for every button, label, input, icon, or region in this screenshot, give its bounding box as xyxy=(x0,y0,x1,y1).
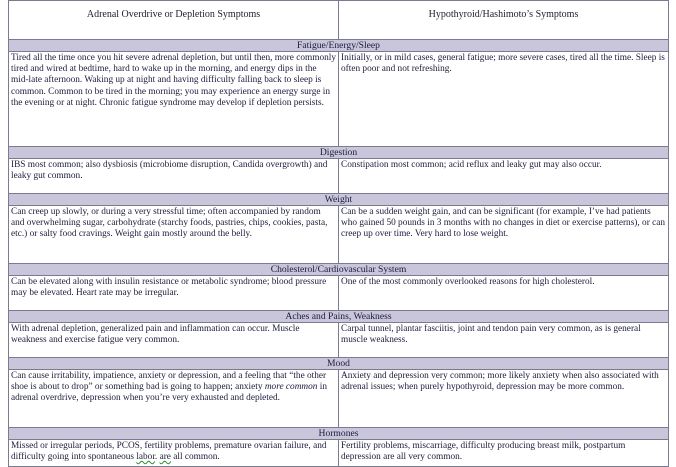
symptom-comparison-table xyxy=(8,0,669,467)
thyroid-column-header: Hypothyroid/Hashimoto’s Symptoms xyxy=(339,1,669,40)
section-title-aches: Aches and Pains, Weakness xyxy=(9,311,669,323)
section-title-mood: Mood xyxy=(9,358,669,370)
section-title-hormones: Hormones xyxy=(9,428,669,440)
symptom-comparison-document xyxy=(8,0,668,467)
section-row-hormones xyxy=(9,428,669,440)
adrenal-digestion-cell: IBS most common; also dysbiosis (microbiome disruption, Candida overgrowth) and leaky gut common. xyxy=(9,159,339,194)
adrenal-aches-cell: With adrenal depletion, generalized pain and inflammation can occur. Muscle weakness and exercise fatigue very common. xyxy=(9,323,339,358)
thyroid-weight-cell: Can be a sudden weight gain, and can be significant (for example, I’ve had patients who gained 50 pounds in 3 months with no changes in diet or exercise patterns), or can creep up over time. Very hard to lose weight. xyxy=(339,206,669,264)
section-row-cholesterol xyxy=(9,264,669,276)
adrenal-weight-cell: Can creep up slowly, or during a very stressful time; often accompanied by random and overwhelming sugar, carbohydrate (starchy foods, pastries, chips, cookies, pasta, etc.) or salty food cravings. Weight gain mostly around the belly. xyxy=(9,206,339,264)
section-row-weight xyxy=(9,194,669,206)
section-row-fatigue xyxy=(9,40,669,52)
section-row-aches xyxy=(9,311,669,323)
table-row xyxy=(9,159,669,194)
spellcheck-word-labor: labor xyxy=(136,452,155,463)
table-row xyxy=(9,370,669,428)
adrenal-fatigue-cell: Tired all the time once you hit severe adrenal depletion, but until then, more commonly tired and wired at bedtime, hard to wake up in the morning, and energy dips in the mid-late afternoon. Waking up at night and having difficulty falling back to sleep is common. Common to be tired in the morning; you may experience an energy surge in the evening or at night. Chronic fatigue syndrome may develop if depletion persists. xyxy=(9,52,339,147)
table-row xyxy=(9,206,669,264)
section-row-mood xyxy=(9,358,669,370)
table-row xyxy=(9,52,669,147)
spellcheck-word-are: are xyxy=(159,452,171,463)
adrenal-mood-cell xyxy=(9,370,339,428)
table-row xyxy=(9,323,669,358)
adrenal-cholesterol-cell: Can be elevated along with insulin resistance or metabolic syndrome; blood pressure may be elevated. Heart rate may be irregular. xyxy=(9,276,339,311)
adrenal-mood-emphasis: more common xyxy=(264,382,318,393)
table-row xyxy=(9,276,669,311)
thyroid-fatigue-cell: Initially, or in mild cases, general fatigue; more severe cases, tired all the time. Sleep is often poor and not refreshing. xyxy=(339,52,669,147)
section-title-cholesterol: Cholesterol/Cardiovascular System xyxy=(9,264,669,276)
thyroid-cholesterol-cell: One of the most commonly overlooked reasons for high cholesterol. xyxy=(339,276,669,311)
adrenal-hormones-text-mid: . xyxy=(154,452,160,463)
section-title-weight: Weight xyxy=(9,194,669,206)
adrenal-hormones-cell xyxy=(9,440,339,467)
adrenal-mood-text-a: Can cause irritability, impatience, anxiety or depression, and a feeling that “the other shoe is about to drop” or something bad is going to happen; anxiety xyxy=(11,371,327,393)
section-title-fatigue: Fatigue/Energy/Sleep xyxy=(9,40,669,52)
adrenal-hormones-text-b: all common. xyxy=(170,452,220,463)
thyroid-digestion-cell: Constipation most common; acid reflux and leaky gut may also occur. xyxy=(339,159,669,194)
adrenal-hormones-text-a: Missed or irregular periods, PCOS, fertility problems, premature ovarian failure, and difficulty going into spontaneous xyxy=(11,441,327,463)
table-row xyxy=(9,440,669,467)
adrenal-mood-text-b: in adrenal overdrive, depression when you’re very exhausted and depleted. xyxy=(11,382,327,404)
adrenal-column-header: Adrenal Overdrive or Depletion Symptoms xyxy=(9,1,339,40)
thyroid-aches-cell: Carpal tunnel, plantar fasciitis, joint and tendon pain very common, as is general muscle weakness. xyxy=(339,323,669,358)
thyroid-hormones-cell: Fertility problems, miscarriage, difficulty producing breast milk, postpartum depression are all very common. xyxy=(339,440,669,467)
section-title-digestion: Digestion xyxy=(9,147,669,159)
header-row xyxy=(9,1,669,40)
thyroid-mood-cell: Anxiety and depression very common; more likely anxiety when also associated with adrenal issues; when purely hypothyroid, depression may be more common. xyxy=(339,370,669,428)
section-row-digestion xyxy=(9,147,669,159)
